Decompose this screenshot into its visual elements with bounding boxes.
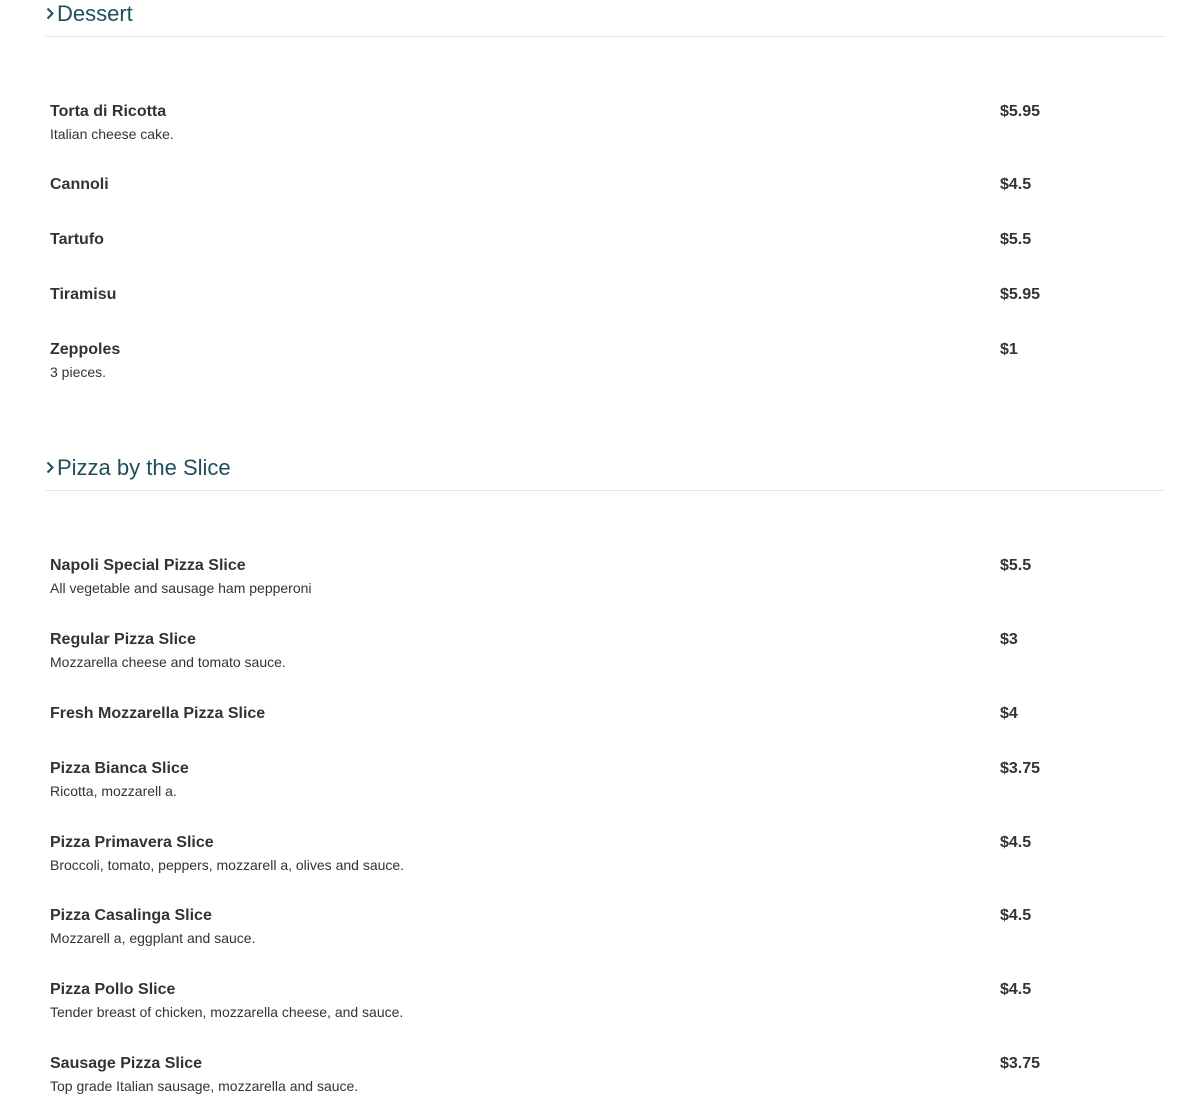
item-price: $5.5 bbox=[1000, 231, 1032, 248]
item-price: $3.75 bbox=[1000, 1055, 1041, 1072]
item-name: Torta di Ricotta bbox=[50, 103, 167, 120]
menu-item[interactable] bbox=[50, 906, 1150, 950]
item-name: Pizza Pollo Slice bbox=[50, 981, 176, 998]
item-name: Napoli Special Pizza Slice bbox=[50, 557, 246, 574]
item-description: Broccoli, tomato, peppers, mozzarell a, olives and sauce. bbox=[50, 857, 405, 873]
chevron-right-icon bbox=[45, 461, 55, 475]
menu-item[interactable] bbox=[50, 833, 1150, 877]
section-title: Dessert bbox=[57, 0, 133, 26]
item-name: Pizza Bianca Slice bbox=[50, 760, 189, 777]
item-price: $3.75 bbox=[1000, 760, 1041, 777]
menu-item[interactable] bbox=[50, 102, 1150, 146]
item-description: Tender breast of chicken, mozzarella cheese, and sauce. bbox=[50, 1004, 404, 1020]
item-price: $4.5 bbox=[1000, 176, 1032, 193]
menu-item[interactable] bbox=[50, 980, 1150, 1024]
item-description: Mozzarell a, eggplant and sauce. bbox=[50, 930, 256, 946]
menu-item[interactable] bbox=[50, 630, 1150, 674]
menu-item[interactable] bbox=[50, 1054, 1150, 1098]
item-description: 3 pieces. bbox=[50, 364, 107, 380]
item-name: Tiramisu bbox=[50, 286, 117, 303]
item-price: $4.5 bbox=[1000, 834, 1032, 851]
item-name: Zeppoles bbox=[50, 341, 121, 358]
item-name: Pizza Primavera Slice bbox=[50, 834, 214, 851]
item-price: $3 bbox=[1000, 631, 1018, 648]
menu-item[interactable] bbox=[50, 175, 1150, 197]
item-price: $4 bbox=[1000, 705, 1018, 722]
item-price: $1 bbox=[1000, 341, 1018, 358]
menu-item[interactable] bbox=[50, 230, 1150, 252]
item-name: Cannoli bbox=[50, 176, 109, 193]
section-header-dessert[interactable] bbox=[45, 0, 1164, 37]
item-name: Fresh Mozzarella Pizza Slice bbox=[50, 705, 266, 722]
section-title: Pizza by the Slice bbox=[57, 454, 231, 480]
menu-item[interactable] bbox=[50, 704, 1150, 726]
section-header-pizza-by-the-slice[interactable] bbox=[45, 445, 1164, 491]
menu-item[interactable] bbox=[50, 285, 1150, 307]
item-price: $4.5 bbox=[1000, 981, 1032, 998]
item-price: $5.95 bbox=[1000, 103, 1041, 120]
item-name: Sausage Pizza Slice bbox=[50, 1055, 203, 1072]
item-description: Top grade Italian sausage, mozzarella and sauce. bbox=[50, 1078, 359, 1094]
menu-item[interactable] bbox=[50, 556, 1150, 600]
item-description: Italian cheese cake. bbox=[50, 126, 174, 142]
menu-item[interactable] bbox=[50, 340, 1150, 384]
item-description: Ricotta, mozzarell a. bbox=[50, 783, 177, 799]
item-description: Mozzarella cheese and tomato sauce. bbox=[50, 654, 286, 670]
item-name: Tartufo bbox=[50, 231, 104, 248]
item-price: $5.95 bbox=[1000, 286, 1041, 303]
item-name: Regular Pizza Slice bbox=[50, 631, 196, 648]
item-description: All vegetable and sausage ham pepperoni bbox=[50, 580, 312, 596]
menu-item[interactable] bbox=[50, 759, 1150, 803]
item-price: $5.5 bbox=[1000, 557, 1032, 574]
chevron-right-icon bbox=[45, 7, 55, 21]
item-price: $4.5 bbox=[1000, 907, 1032, 924]
item-name: Pizza Casalinga Slice bbox=[50, 907, 212, 924]
